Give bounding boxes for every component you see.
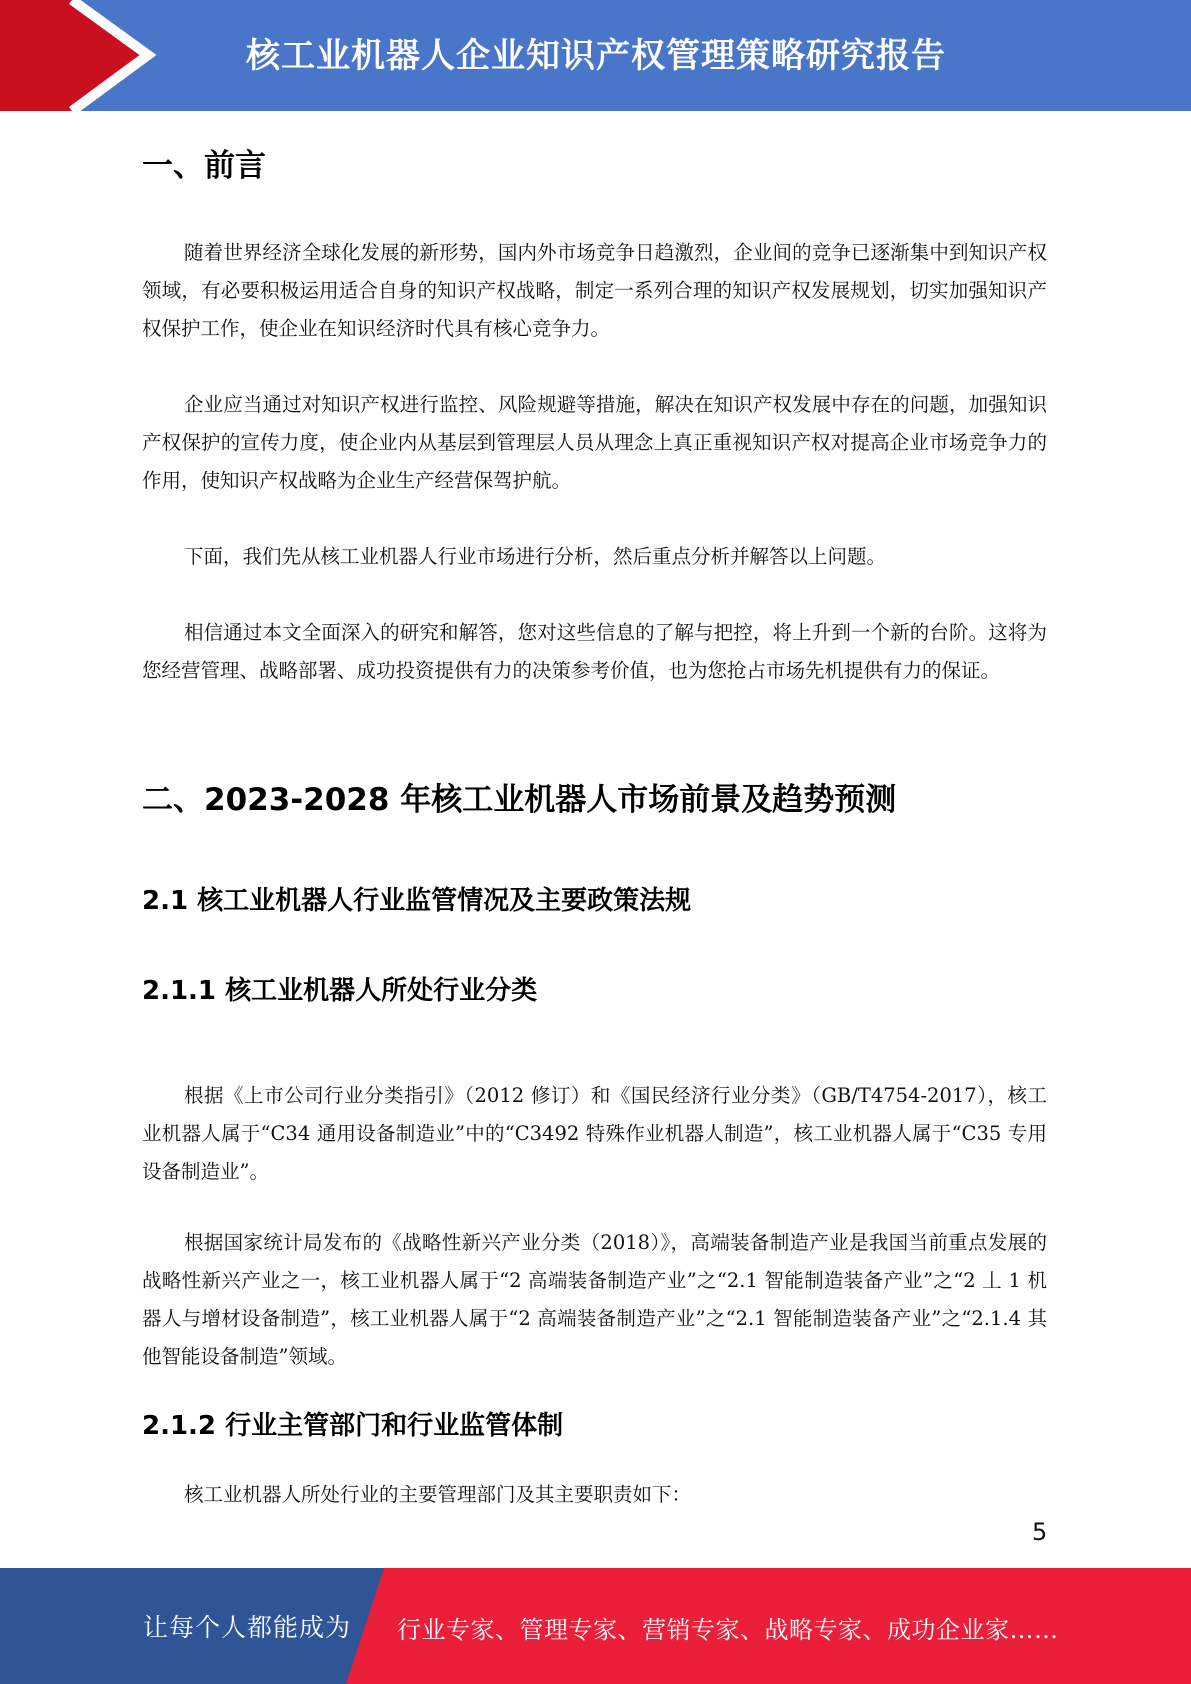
subsection-heading-2-1-1: 2.1.1 核工业机器人所处行业分类	[142, 976, 538, 1006]
subsection-heading-2-1: 2.1 核工业机器人行业监管情况及主要政策法规	[142, 886, 692, 916]
paragraph-preface-4: 相信通过本文全面深入的研究和解答，您对这些信息的了解与把控，将上升到一个新的台阶。这将为您经营管理、战略部署、成功投资提供有力的决策参考价值，也为您抢占市场先机提供有力的保证。	[142, 621, 1047, 682]
footer-slogan-right: 行业专家、管理专家、营销专家、战略专家、成功企业家……	[397, 1616, 1059, 1644]
footer-slogan-left: 让每个人都能成为	[143, 1613, 352, 1642]
paragraph-preface-3: 下面，我们先从核工业机器人行业市场进行分析，然后重点分析并解答以上问题。	[184, 545, 887, 568]
paragraph-2-1-2: 核工业机器人所处行业的主要管理部门及其主要职责如下：	[184, 1483, 692, 1506]
report-title: 核工业机器人企业知识产权管理策略研究报告	[246, 36, 946, 76]
footer-banner	[0, 1568, 1191, 1684]
paragraph-preface-1: 随着世界经济全球化发展的新形势，国内外市场竞争日趋激烈，企业间的竞争已逐渐集中到知识产权领域，有必要积极运用适合自身的知识产权战略，制定一系列合理的知识产权发展规划，切实加强知识产权保护工作，使企业在知识经济时代具有核心竞争力。	[142, 241, 1047, 340]
section-heading-preface: 一、前言	[142, 148, 266, 184]
paragraph-2-1-1-a: 根据《上市公司行业分类指引》（2012 修订）和《国民经济行业分类》（GB/T4754-2017），核工业机器人属于“C34 通用设备制造业”中的“C3492 特殊作业机器人制造”，核工业机器人属于“C35 专用设备制造业”。	[142, 1084, 1047, 1183]
header-banner	[0, 0, 1191, 111]
subsection-heading-2-1-2: 2.1.2 行业主管部门和行业监管体制	[142, 1411, 564, 1441]
section-heading-market: 二、2023-2028 年核工业机器人市场前景及趋势预测	[142, 782, 897, 818]
paragraph-preface-2: 企业应当通过对知识产权进行监控、风险规避等措施，解决在知识产权发展中存在的问题，加强知识产权保护的宣传力度，使企业内从基层到管理层人员从理念上真正重视知识产权对提高企业市场竞争力的作用，使知识产权战略为企业生产经营保驾护航。	[142, 393, 1047, 492]
header-red-chevron	[0, 0, 148, 111]
paragraph-2-1-1-b: 根据国家统计局发布的《战略性新兴产业分类（2018）》，高端装备制造产业是我国当前重点发展的战略性新兴产业之一，核工业机器人属于“2 高端装备制造产业”之“2.1 智能制造装备产业”之“2 丄 1 机器人与增材设备制造”，核工业机器人属于“2 高端装备制造产业”之“2.1 智能制造装备产业”之“2.1.4 其他智能设备制造”领域。	[142, 1231, 1047, 1368]
page-number: 5	[1032, 1518, 1048, 1546]
